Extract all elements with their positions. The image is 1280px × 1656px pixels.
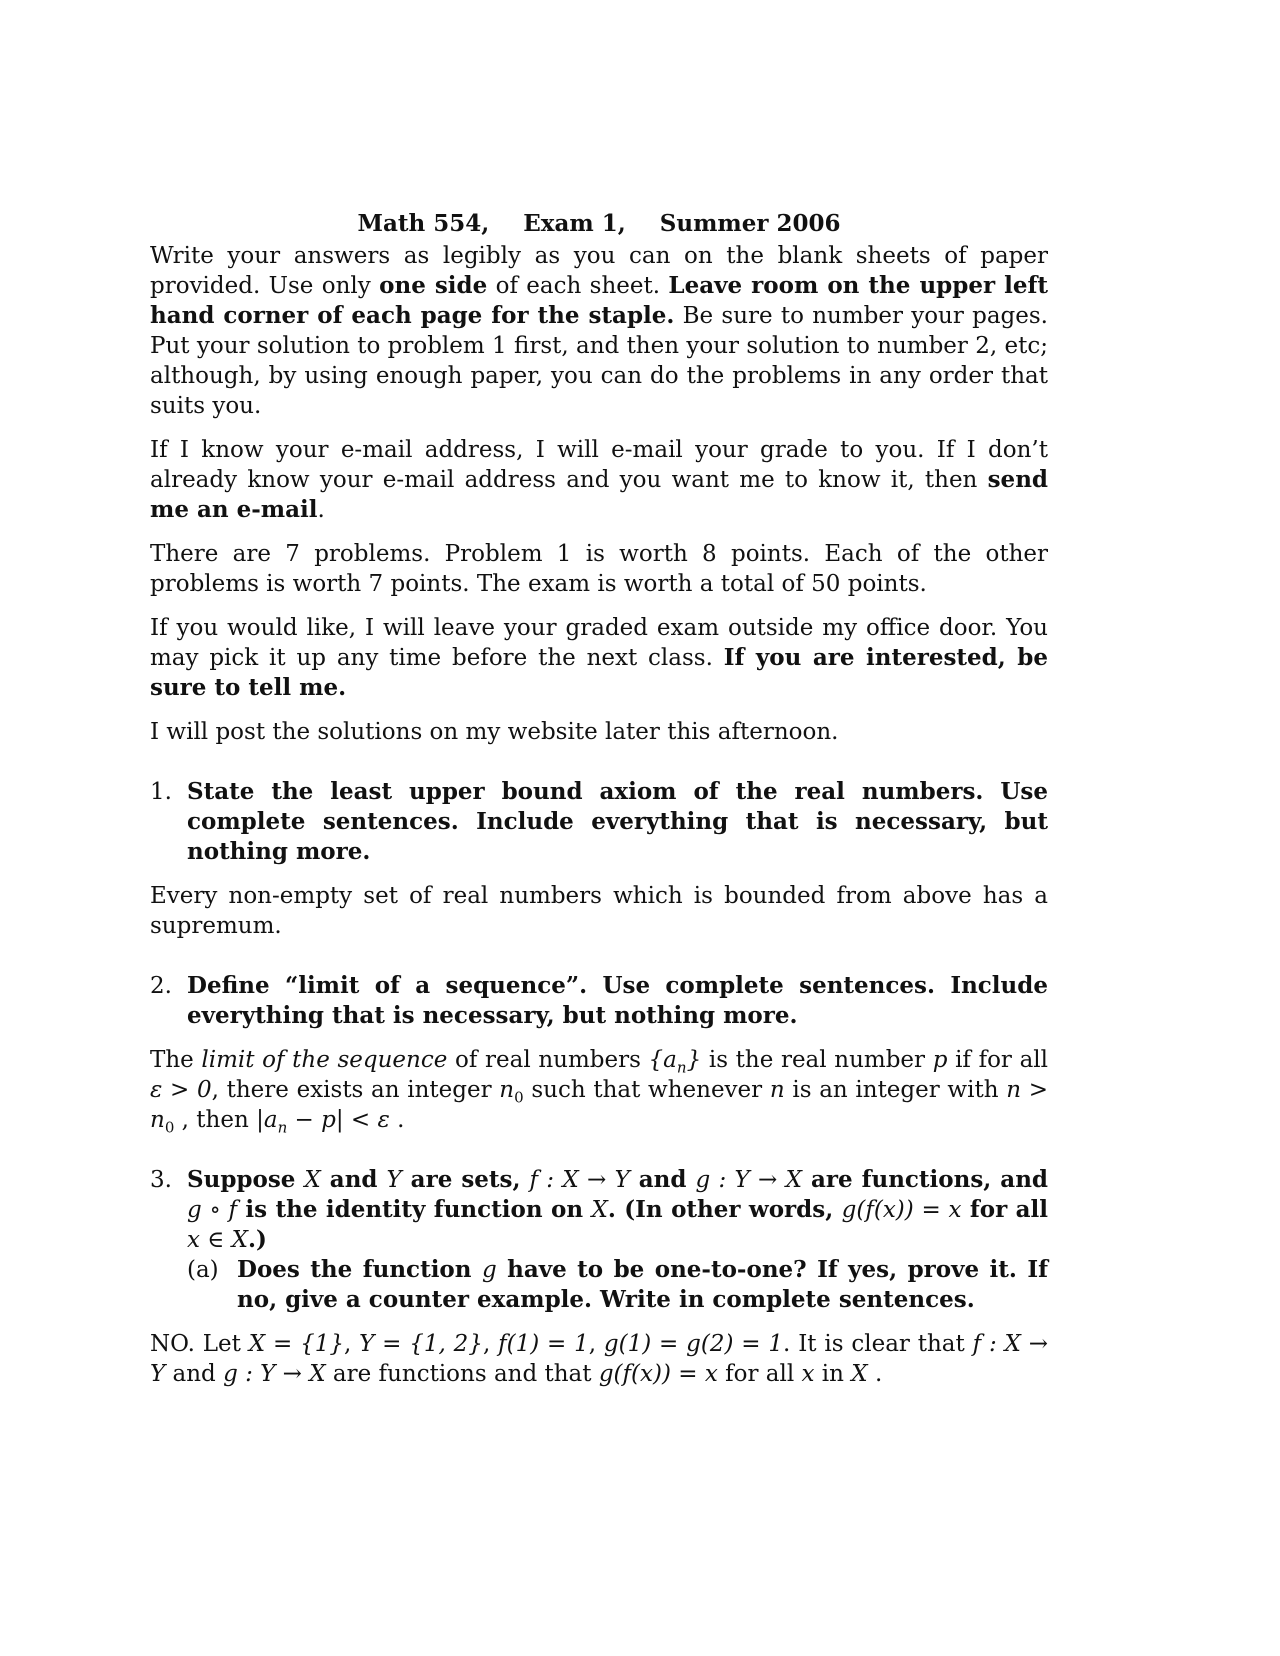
text: .) — [248, 1226, 267, 1253]
emphasis: send me an e-mail — [150, 466, 1048, 523]
problem-2-answer — [150, 1045, 1048, 1135]
text: . It is clear that — [783, 1331, 973, 1357]
math: g ∘ f — [187, 1197, 237, 1223]
term-label: Summer 2006 — [659, 210, 841, 237]
emphasis: Leave room on the upper left hand corner of each page for the staple. — [150, 272, 1049, 329]
math: f(1) = 1 — [498, 1331, 589, 1357]
text: such that whenever — [523, 1077, 770, 1103]
subproblem-label: (a) — [187, 1257, 219, 1283]
math: p — [932, 1047, 948, 1073]
text: . — [389, 1107, 405, 1133]
math: f : X → Y — [150, 1331, 1049, 1387]
math: g — [481, 1257, 497, 1283]
text: is an integer with — [784, 1077, 1007, 1103]
exam-label: Exam 1, — [523, 210, 626, 237]
math: X — [591, 1197, 608, 1223]
math-text: n — [499, 1077, 515, 1103]
text: , then — [174, 1107, 257, 1133]
subscript: n — [277, 1118, 288, 1137]
exam-title — [150, 209, 1048, 239]
text: and — [165, 1361, 224, 1387]
text: NO. Let — [150, 1331, 249, 1357]
text: , — [343, 1331, 360, 1357]
math-text: {a — [648, 1047, 677, 1073]
exam-page — [150, 209, 1048, 1389]
text: are functions and that — [325, 1361, 599, 1387]
text: if for all — [947, 1047, 1048, 1073]
math-text: − p| < ε — [287, 1107, 390, 1133]
math: g : Y → X — [695, 1167, 802, 1193]
math: g(f(x)) = x — [598, 1361, 718, 1387]
math — [256, 1107, 390, 1137]
text: If I know your e-mail address, I will e-mail your grade to you. If I don’t already know your e-mail address and you want me to know it, then — [150, 437, 1048, 493]
instructions-paragraph-5: I will post the solutions on my website later this afternoon. — [150, 719, 839, 745]
course-label: Math 554, — [357, 210, 490, 237]
problem-number: 2. — [150, 973, 172, 999]
text: Be sure to number your pages. Put your solution to problem 1 first, and then your solution to number 2, etc; although, by using enough paper, you can do the problems in any order that suits you. — [150, 303, 1048, 419]
math — [648, 1047, 702, 1077]
math-text: } — [686, 1047, 702, 1073]
text: for all — [961, 1196, 1049, 1223]
problem-2 — [150, 971, 1048, 1031]
text: is the identity function on — [236, 1196, 592, 1223]
problem-question — [187, 1165, 1048, 1315]
problem-3a — [187, 1255, 1048, 1315]
math: Y = {1, 2} — [359, 1331, 483, 1357]
math: x ∈ X — [187, 1227, 248, 1253]
text: . — [317, 497, 325, 523]
math: g(1) = g(2) = 1 — [603, 1331, 784, 1357]
text: Write your answers as legibly as you can on the blank sheets of paper provided. Use only — [150, 243, 1048, 299]
math: Y — [386, 1167, 402, 1193]
emphasis: limit of the sequence — [201, 1047, 448, 1073]
instructions-paragraph-3: There are 7 problems. Problem 1 is worth 8 points. Each of the other problems is worth 7 points. The exam is worth a total of 50 points. — [150, 541, 1048, 597]
emphasis: If you are interested, be sure to tell me. — [150, 644, 1048, 701]
text: , — [588, 1331, 604, 1357]
text: of real numbers — [447, 1047, 649, 1073]
problem-3 — [150, 1165, 1048, 1315]
subproblem-question — [237, 1255, 1048, 1315]
math: g(f(x)) = x — [841, 1197, 962, 1223]
text: If you would like, I will leave your graded exam outside my office door. You may pick it up any time before the next class. — [150, 615, 1048, 671]
text: Suppose — [187, 1166, 305, 1193]
text: are sets, — [401, 1166, 530, 1193]
text: , there exists an integer — [211, 1077, 500, 1103]
text: , — [482, 1331, 499, 1357]
emphasis: one side — [379, 272, 488, 299]
subscript: n — [676, 1058, 687, 1077]
math: g : Y → X — [223, 1361, 326, 1387]
text: have to be one-to-one? If yes, prove it. If no, give a counter example. Write in complete sentences. — [237, 1256, 1048, 1313]
problem-number: 1. — [150, 779, 172, 805]
instructions-paragraph-4 — [150, 613, 1048, 703]
subscript: 0 — [514, 1088, 524, 1107]
math: x — [801, 1361, 815, 1387]
text: . — [867, 1361, 883, 1387]
text: are functions, and — [801, 1166, 1049, 1193]
math-text: n > n — [150, 1077, 1048, 1133]
instructions-paragraph-2 — [150, 435, 1048, 525]
text: and — [629, 1166, 696, 1193]
text: in — [814, 1361, 852, 1387]
text: The — [150, 1047, 202, 1073]
text: for all — [717, 1361, 802, 1387]
math: X — [851, 1361, 868, 1387]
text: . (In other words, — [607, 1196, 842, 1223]
problem-question: Define “limit of a sequence”. Use complete sentences. Include everything that is necessary, but nothing more. — [187, 972, 1048, 1029]
text: Does the function — [237, 1256, 482, 1283]
problem-3a-answer — [150, 1329, 1048, 1389]
instructions-paragraph-1 — [150, 241, 1048, 421]
text: and — [320, 1166, 387, 1193]
problem-question: State the least upper bound axiom of the real numbers. Use complete sentences. Include everything that is necessary, but nothing more. — [187, 778, 1048, 865]
math: X = {1} — [248, 1331, 344, 1357]
text: is the real number — [701, 1047, 933, 1073]
math: ε > 0 — [150, 1077, 212, 1103]
problem-1-answer: Every non-empty set of real numbers which is bounded from above has a supremum. — [150, 883, 1048, 939]
math — [499, 1077, 524, 1107]
subscript: 0 — [164, 1118, 175, 1137]
math: X — [304, 1167, 321, 1193]
math-text: |a — [256, 1107, 278, 1133]
problem-number: 3. — [150, 1167, 172, 1193]
math: n — [769, 1077, 785, 1103]
math: f : X → Y — [529, 1167, 630, 1193]
problem-1 — [150, 777, 1048, 867]
text: of each sheet. — [487, 273, 669, 299]
